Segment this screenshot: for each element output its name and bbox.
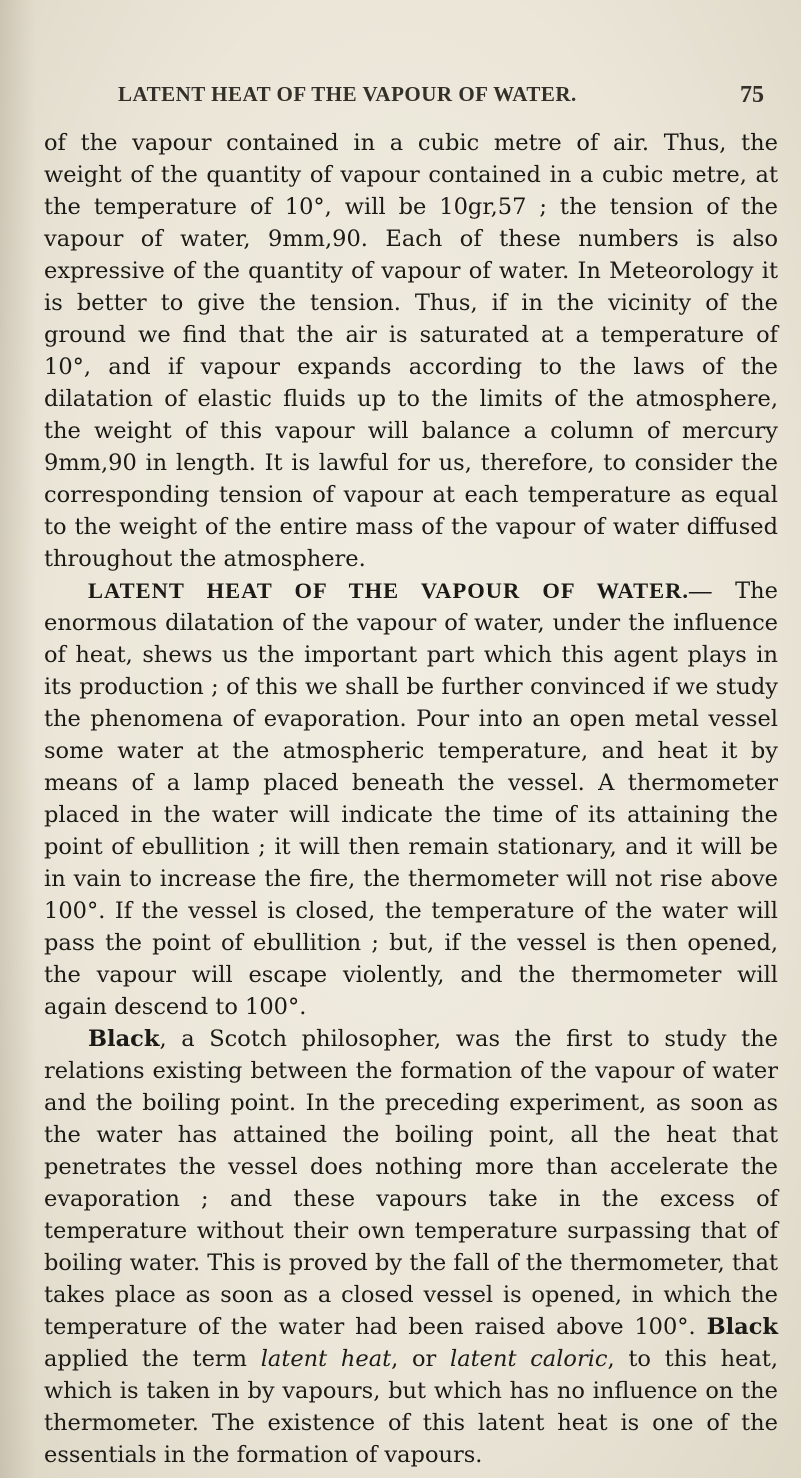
paragraph-latent-heat-text: The enormous dilatation of the vapour of water, under the influence of heat, shews us the important part which this agent plays in its production ; of this we shall be further convinced if we study the phenomena of evaporation. Pour into an open metal vessel some water at the atmospheric temperature, and heat it by means of a lamp placed beneath the vessel. A thermometer placed in the water will indicate the time of its attaining the point of ebullition ; it will then remain stationary, and it will be in vain to increase the fire, the thermometer will not rise above 100°. If the vessel is closed, the temperature of the water will pass the point of ebullition ; but, if the vessel is then opened, the vapour will escape violently, and the thermometer will again descend to 100°.	[44, 578, 778, 1020]
paragraph-black-text-c: , or	[391, 1346, 450, 1372]
page-number: 75	[740, 82, 764, 108]
section-heading: LATENT HEAT OF THE VAPOUR OF WATER.—	[88, 578, 713, 603]
page-header	[118, 82, 764, 112]
term-latent-heat: latent heat	[260, 1346, 392, 1372]
page-gutter-shadow	[0, 0, 36, 1478]
running-title: LATENT HEAT OF THE VAPOUR OF WATER.	[118, 82, 577, 106]
paragraph-black-text-d: , to this heat, which is taken in by vapours, but which has no influence on the thermometer. The existence of this latent heat is one of the essentials in the formation of vapours.	[44, 1346, 778, 1468]
paragraph-black-text-a: , a Scotch philosopher, was the first to study the relations existing between the formation of the vapour of water and the boiling point. In the preceding experiment, as soon as the water has attained the boiling point, all the heat that penetrates the vessel does nothing more than accelerate the evaporation ; and these vapours take in the excess of temperature without their own temperature surpassing that of boiling water. This is proved by the fall of the thermometer, that takes place as soon as a closed vessel is opened, in which the temperature of the water had been raised above 100°.	[44, 1026, 778, 1340]
person-name-black: Black	[88, 1026, 160, 1052]
paragraph-latent-heat	[44, 575, 778, 1023]
paragraph-continuation: of the vapour contained in a cubic metre of air. Thus, the weight of the quantity of vapour contained in a cubic metre, at the temperature of 10°, will be 10gr,57 ; the tension of the vapour of water, 9mm,90. Each of these numbers is also expressive of the quantity of vapour of water. In Meteorology it is better to give the tension. Thus, if in the vicinity of the ground we find that the air is saturated at a temperature of 10°, and if vapour expands according to the laws of the dilatation of elastic fluids up to the limits of the atmosphere, the weight of this vapour will balance a column of mercury 9mm,90 in length. It is lawful for us, therefore, to consider the corresponding tension of vapour at each temperature as equal to the weight of the entire mass of the vapour of water diffused throughout the atmosphere.	[44, 130, 778, 572]
term-latent-caloric: latent caloric	[450, 1346, 608, 1372]
person-name-black-2: Black	[706, 1314, 778, 1340]
paragraph-black	[44, 1023, 778, 1471]
body-text	[44, 127, 778, 1471]
paragraph-black-text-b: applied the term	[44, 1346, 261, 1372]
